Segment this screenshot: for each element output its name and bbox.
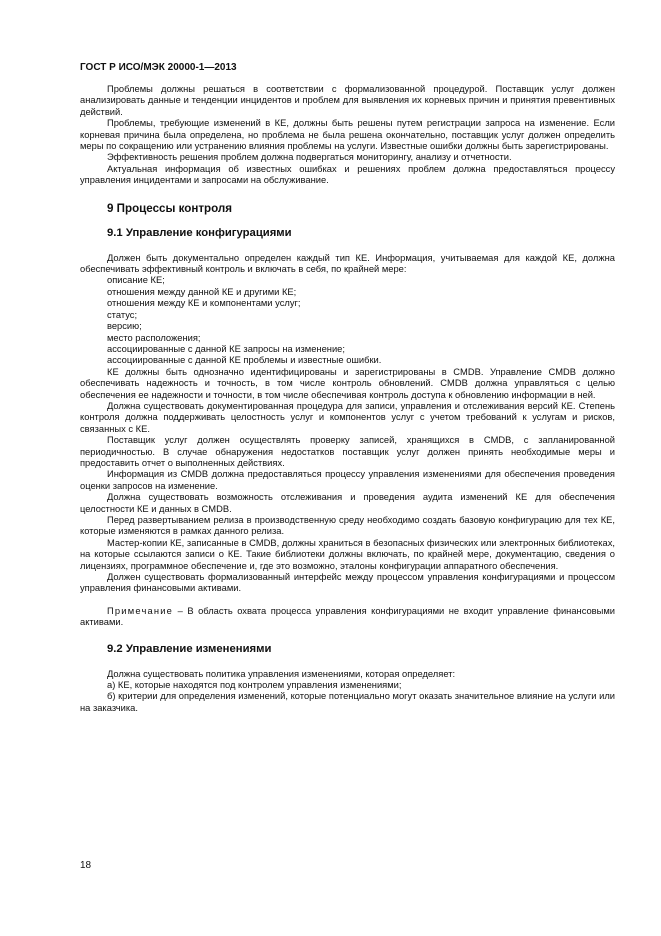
list-item: б) критерии для определения изменений, которые потенциально могут оказать значительное влияние на услуги или на заказчика. xyxy=(80,691,615,713)
list-item: отношения между КЕ и компонентами услуг; xyxy=(107,298,301,309)
document-page xyxy=(80,62,615,714)
list-item: а) КЕ, которые находятся под контролем управления изменениями; xyxy=(107,680,402,691)
paragraph: Мастер-копии КЕ, записанные в CMDB, должны храниться в безопасных физических или электронных библиотеках, на которые ссылаются записи о КЕ. Такие библиотеки должны включать, по крайней мере, документацию, сведения о лицензиях, программное обеспечение и, где это возможно, эталоны конфигурации аппаратного обеспечения. xyxy=(80,537,615,571)
paragraph: Проблемы, требующие изменений в КЕ, должны быть решены путем регистрации запроса на изменение. Если корневая причина была определена, но проблема не была решена окончательно, поставщик услуг должен определить меры по сокращению или устранению влияния проблемы на услуги. Известные ошибки должны быть зарегистрированы. xyxy=(80,118,615,152)
paragraph: Актуальная информация об известных ошибках и решениях проблем должна предоставляться процессу управления инцидентами и запросами на обслуживание. xyxy=(80,163,615,186)
section-heading-9-2: 9.2 Управление изменениями xyxy=(107,642,272,655)
list-item: ассоциированные с данной КЕ проблемы и известные ошибки. xyxy=(107,355,382,366)
paragraph: Информация из CMDB должна предоставляться процессу управления изменениями для обеспечения проведения оценки запросов на изменение. xyxy=(80,469,615,491)
paragraph: Должна существовать документированная процедура для записи, управления и отслеживания версий КЕ. Степень контроля должна поддерживать целостность услуг и компонентов услуг с учетом требований к услугам и рисков, связанных с КЕ. xyxy=(80,400,615,434)
paragraph: Проблемы должны решаться в соответствии с формализованной процедурой. Поставщик услуг должен анализировать данные и тенденции инцидентов и проблем для выявления их корневых причин и принятия превентивных действий. xyxy=(80,84,615,117)
list-item: ассоциированные с данной КЕ запросы на изменение; xyxy=(107,343,345,354)
paragraph: Должна существовать политика управления изменениями, которая определяет: xyxy=(107,668,456,679)
paragraph: Перед развертыванием релиза в производственную среду необходимо создать базовую конфигурацию для тех КЕ, которые изменяются в рамках данного релиза. xyxy=(80,515,615,537)
note xyxy=(80,606,615,629)
paragraph: Должен быть документально определен каждый тип КЕ. Информация, учитываемая для каждой КЕ, должна обеспечивать эффективный контроль и включать в себя, по крайней мере: xyxy=(80,252,615,275)
list-item: отношения между данной КЕ и другими КЕ; xyxy=(107,286,297,297)
paragraph: Должна существовать возможность отслеживания и проведения аудита изменений КЕ для обеспечения целостности КЕ и данных в CMDB. xyxy=(80,492,615,514)
section-heading-9-1: 9.1 Управление конфигурациями xyxy=(107,226,292,239)
note-label: Примечание xyxy=(107,605,174,616)
paragraph: Должен существовать формализованный интерфейс между процессом управления конфигурациями и процессом управления финансовыми активами. xyxy=(80,572,615,594)
paragraph: Эффективность решения проблем должна подвергаться мониторингу, анализу и отчетности. xyxy=(107,152,512,163)
paragraph: КЕ должны быть однозначно идентифицированы и зарегистрированы в CMDB. Управление CMDB должно обеспечивать надежность и точность, в том числе контроль обновлений. CMDB должна управляться с целью обеспечения ее надежности и точности, в том числе обеспечивая контроль доступа к обновлению информации в ней. xyxy=(80,366,615,400)
document-header: ГОСТ Р ИСО/МЭК 20000-1—2013 xyxy=(80,62,237,73)
list-item: версию; xyxy=(107,321,142,332)
list-item: описание КЕ; xyxy=(107,275,165,286)
page-number: 18 xyxy=(80,860,92,871)
note-text: – В область охвата процесса управления конфигурациями не входит управление финансовыми активами. xyxy=(80,605,615,628)
paragraph: Поставщик услуг должен осуществлять проверку записей, хранящихся в CMDB, с запланированной периодичностью. В случае обнаружения недостатков поставщик услуг должен принять необходимые меры и предоставить отчет о выполненных действиях. xyxy=(80,435,615,468)
list-item: место расположения; xyxy=(107,332,201,343)
list-item: статус; xyxy=(107,309,138,320)
section-heading-9: 9 Процессы контроля xyxy=(107,201,233,215)
